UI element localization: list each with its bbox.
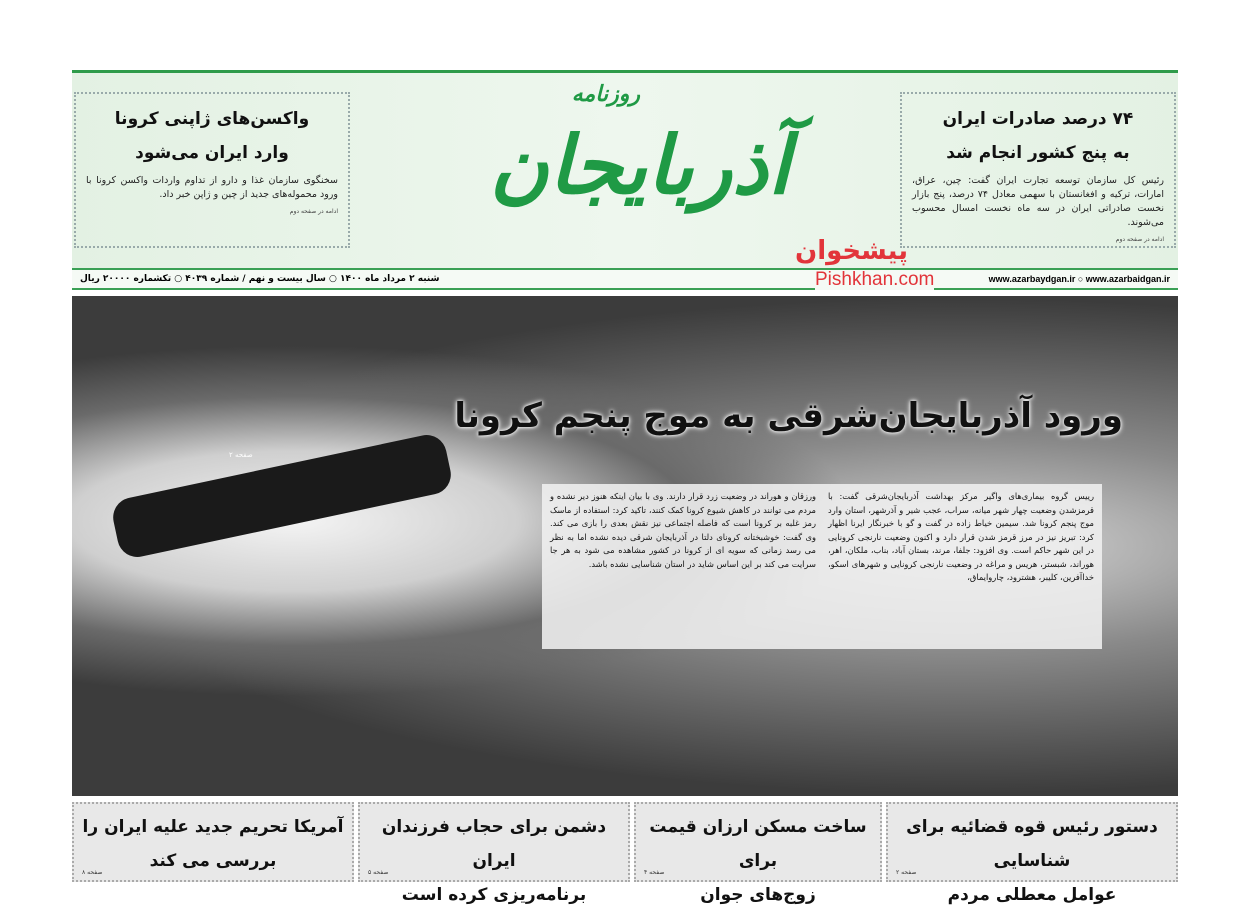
main-headline[interactable]: ورود آذربایجان‌شرقی به موج پنجم کرونا: [454, 396, 1123, 436]
bottom-story-3[interactable]: [358, 802, 630, 905]
article-column-2: ورزقان و هوراند در وضعیت زرد قرار دارند. وی با بیان اینکه هنوز دیر نشده و مردم می توانند در کاهش شیوع کرونا کمک کنند، تاکید کرد: استفاده از ماسک رمز غلبه بر کرونا است که فاصله اجتماعی نیز نقش بعدی را بازی می کند. وی گفت: خوشبختانه کرونای دلتا در آذربایجان شرقی دیده نشده اما به نظر می رسد زمانی که سویه ای از کرونا در کشور مشاهده می شود به هر جا سرایت می کند بر این اساس شاید در استان شناسایی نشده باشد.: [550, 491, 816, 569]
right-teaser-title-1: ۷۴ درصد صادرات ایران: [942, 109, 1134, 129]
story-page: صفحه ۲: [896, 869, 917, 876]
story-page: صفحه ۴: [644, 869, 665, 876]
story-line-1: دشمن برای حجاب فرزندان ایران: [381, 817, 607, 871]
websites[interactable]: www.azarbaydgan.ir ○ www.azarbaidgan.ir: [988, 274, 1170, 284]
issue-date: شنبه ۲ مرداد ماه ۱۴۰۰ ○ سال بیست و نهم / شماره ۴۰۳۹ ○ تکشماره ۲۰۰۰۰ ریال: [80, 274, 440, 284]
right-teaser-body: رئیس کل سازمان توسعه تجارت ایران گفت: چین، عراق، امارات، ترکیه و افغانستان با سهمی معادل ۷۴ درصد، پنج بازار نخست صادراتی ایران در سه ماه نخست امسال محسوب می‌شوند.: [912, 175, 1164, 228]
watermark-fa: پیشخوان: [795, 236, 908, 266]
issue-info-bar: [72, 268, 1178, 290]
main-article: [542, 484, 1102, 649]
right-teaser-box[interactable]: [900, 92, 1176, 248]
watermark-en: Pishkhan.com: [815, 269, 935, 290]
logo-name: آذربایجان: [489, 118, 790, 212]
story-page: صفحه ۵: [368, 869, 389, 876]
main-page-ref: صفحه ۲: [229, 451, 253, 459]
goggle-strap: [109, 431, 454, 560]
left-teaser-title-2: وارد ایران می‌شود: [135, 143, 289, 163]
left-teaser-continued: ادامه در صفحه دوم: [289, 208, 338, 215]
right-teaser-continued: ادامه در صفحه دوم: [1115, 236, 1164, 243]
story-line-2: عوامل معطلی مردم: [947, 885, 1117, 905]
article-column-1: رییس گروه بیماری‌های واگیر مرکز بهداشت آذربایجان‌شرقی گفت: با قرمزشدن وضعیت چهار شهر میانه، سراب، عجب شیر و آذرشهر، استان وارد موج پنجم کرونا شد. سیمین خیاط زاده در گفت و گو با خبرنگار ایرنا اظهار کرد: تبریز نیز در مرز قرمز شدن قرار دارد و اکنون وضعیت نارنجی کرونایی در این شهر حاکم است. وی افزود: جلفا، مرند، بستان آباد، بناب، ملکان، اهر، هوراند، شبستر، هریس و مراغه در وضعیت نارنجی کرونایی و شهرهای اسکو، خداآفرین، کلیبر، هشترود، چاروایماق،: [828, 491, 1094, 582]
story-page: صفحه ۸: [82, 869, 103, 876]
main-photo: [72, 296, 1178, 796]
story-line-1: دستور رئیس قوه قضائیه برای شناسایی: [906, 817, 1158, 871]
newspaper-logo: [410, 80, 790, 230]
right-teaser-title-2: به پنج کشور انجام شد: [946, 143, 1130, 163]
story-line-2: برنامه‌ریزی کرده است: [401, 885, 587, 905]
bottom-story-4[interactable]: [72, 802, 354, 882]
left-teaser-body: سخنگوی سازمان غذا و دارو از تداوم واردات واکسن کرونا با ورود محموله‌های جدید از چین و ژاپن خبر داد.: [86, 175, 338, 200]
story-line-1: آمریکا تحریم جدید علیه ایران را: [82, 817, 344, 837]
left-teaser-box[interactable]: [74, 92, 350, 248]
story-line-2: بررسی می کند: [149, 851, 277, 871]
left-teaser-title-1: واکسن‌های ژاپنی کرونا: [114, 109, 310, 129]
story-line-1: ساخت مسکن ارزان قیمت برای: [649, 817, 867, 871]
bottom-story-1[interactable]: [886, 802, 1178, 905]
story-line-2: زوج‌های جوان: [700, 885, 816, 905]
pishkhan-watermark: [795, 236, 935, 292]
bottom-story-2[interactable]: [634, 802, 882, 905]
logo-subtitle: روزنامه: [571, 82, 640, 107]
